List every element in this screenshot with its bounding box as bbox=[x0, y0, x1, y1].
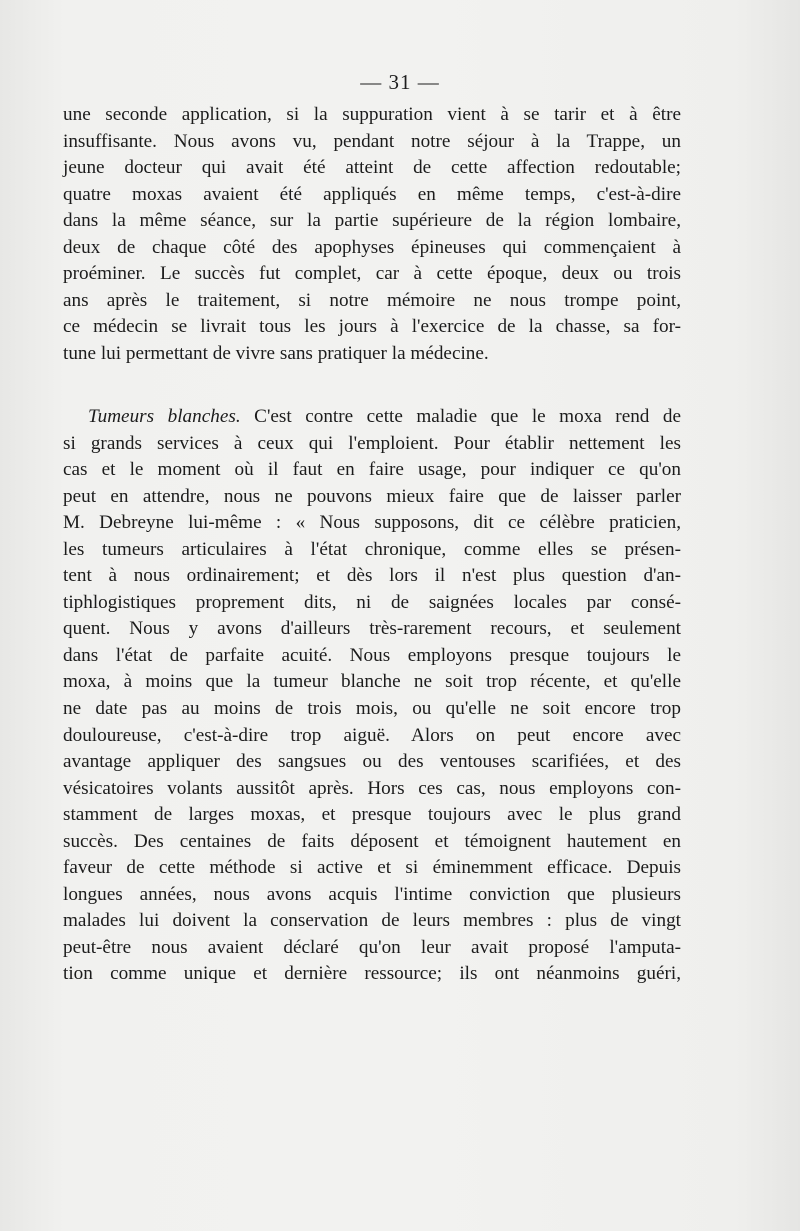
text-line: vésicatoires volants aussitôt après. Hors ces cas, nous employons con- bbox=[63, 777, 681, 799]
text-line: quatre moxas avaient été appliqués en même temps, c'est-à-dire bbox=[63, 183, 681, 205]
text-line: ans après le traitement, si notre mémoire ne nous trompe point, bbox=[63, 289, 681, 311]
text-line: ce médecin se livrait tous les jours à l'exercice de la chasse, sa for- bbox=[63, 316, 681, 338]
text-line: tune lui permettant de vivre sans pratiquer la médecine. bbox=[63, 342, 489, 364]
text-line: proéminer. Le succès fut complet, car à cette époque, deux ou trois bbox=[63, 263, 681, 285]
text-line: stamment de larges moxas, et presque toujours avec le plus grand bbox=[63, 804, 681, 826]
text-line: insuffisante. Nous avons vu, pendant notre séjour à la Trappe, un bbox=[63, 130, 681, 152]
text-line: quent. Nous y avons d'ailleurs très-rarement recours, et seulement bbox=[63, 618, 681, 640]
text-line: cas et le moment où il faut en faire usage, pour indiquer ce qu'on bbox=[63, 459, 681, 481]
text-line: dans l'état de parfaite acuité. Nous employons presque toujours le bbox=[63, 644, 681, 666]
text-line: moxa, à moins que la tumeur blanche ne soit trop récente, et qu'elle bbox=[63, 671, 681, 693]
text-line: dans la même séance, sur la partie supérieure de la région lombaire, bbox=[63, 210, 681, 232]
text-line: longues années, nous avons acquis l'intime conviction que plusieurs bbox=[63, 883, 681, 905]
text-line: deux de chaque côté des apophyses épineuses qui commençaient à bbox=[63, 236, 681, 258]
page-number: — 31 — bbox=[360, 70, 440, 94]
text-line: ne date pas au moins de trois mois, ou qu'elle ne soit encore trop bbox=[63, 698, 681, 720]
text-line-first bbox=[63, 404, 681, 431]
section-heading: Tumeurs blanches. bbox=[88, 406, 241, 427]
text-line: succès. Des centaines de faits déposent et témoignent hautement en bbox=[63, 830, 681, 852]
text-line: peut en attendre, nous ne pouvons mieux faire que de laisser parler bbox=[63, 485, 681, 507]
text-line: jeune docteur qui avait été atteint de cette affection redoutable; bbox=[63, 157, 681, 179]
text-line: peut-être nous avaient déclaré qu'on leur avait proposé l'amputa- bbox=[63, 936, 681, 958]
text-line: tion comme unique et dernière ressource; ils ont néanmoins guéri, bbox=[63, 963, 681, 985]
text-run: C'est contre cette maladie que le moxa rend de bbox=[254, 406, 682, 427]
text-line: les tumeurs articulaires à l'état chronique, comme elles se présen- bbox=[63, 538, 681, 560]
text-line: tent à nous ordinairement; et dès lors il n'est plus question d'an- bbox=[63, 565, 681, 587]
text-line: faveur de cette méthode si active et si éminemment efficace. Depuis bbox=[63, 857, 681, 879]
text-line: douloureuse, c'est-à-dire trop aiguë. Alors on peut encore avec bbox=[63, 724, 681, 746]
text-line: une seconde application, si la suppuration vient à se tarir et à être bbox=[63, 104, 681, 125]
text-line: tiphlogistiques proprement dits, ni de saignées locales par consé- bbox=[63, 591, 681, 613]
text-line: si grands services à ceux qui l'emploient. Pour établir nettement les bbox=[63, 432, 681, 454]
paragraph-tumeurs-blanches bbox=[63, 404, 681, 988]
text-line: M. Debreyne lui-même : « Nous supposons, dit ce célèbre praticien, bbox=[63, 512, 681, 534]
paragraph-moxa-application bbox=[63, 102, 681, 367]
text-line: malades lui doivent la conservation de leurs membres : plus de vingt bbox=[63, 910, 681, 932]
text-line: avantage appliquer des sangsues ou des ventouses scarifiées, et des bbox=[63, 751, 681, 773]
